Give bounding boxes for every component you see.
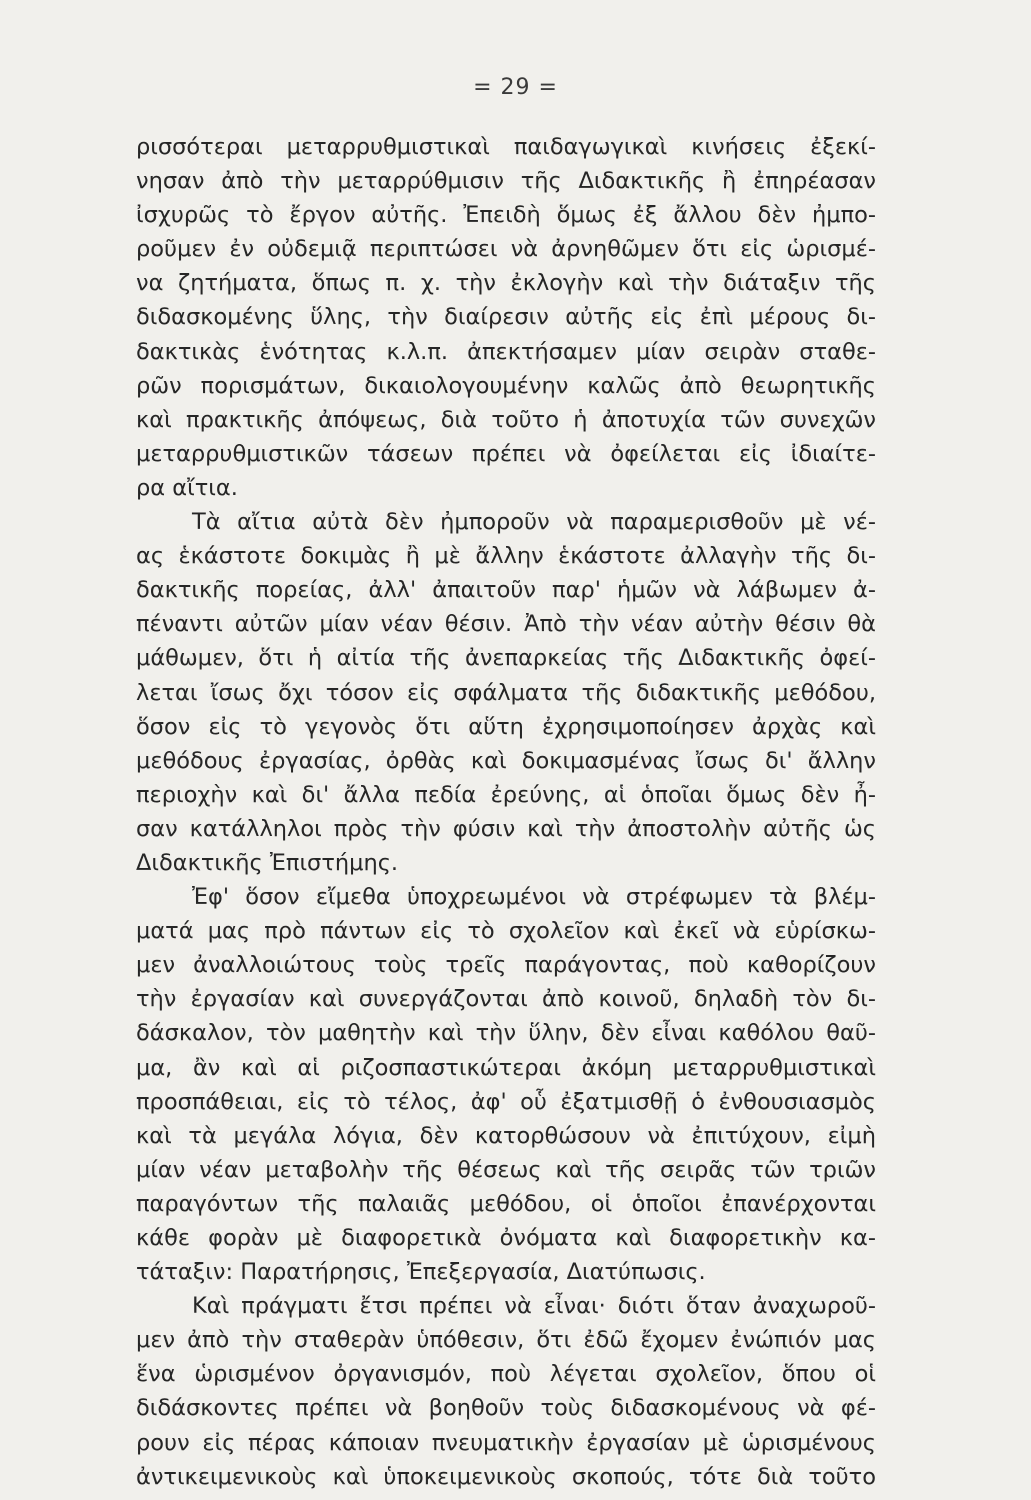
paragraph [136,505,876,880]
text-line: ας ἑκάστοτε δοκιμὰς ἢ μὲ ἄλλην ἑκάστοτε ἀλλαγὴν τῆς δι- [136,543,876,570]
text-line: μεταρρυθμιστικῶν τάσεων πρέπει νὰ ὀφείλεται εἰς ἰδιαίτε- [136,440,876,467]
text-line: μίαν νέαν μεταβολὴν τῆς θέσεως καὶ τῆς σειρᾶς τῶν τριῶν [136,1156,876,1183]
text-line: καὶ πρακτικῆς ἀπόψεως, διὰ τοῦτο ἡ ἀποτυχία τῶν συνεχῶν [136,406,876,433]
text-line: μάθωμεν, ὅτι ἡ αἰτία τῆς ἀνεπαρκείας τῆς Διδακτικῆς ὀφεί- [136,645,876,672]
text-line: ρα αἴτια. [136,474,238,501]
text-line: πέναντι αὐτῶν μίαν νέαν θέσιν. Ἀπὸ τὴν νέαν αὐτὴν θέσιν θὰ [136,611,876,638]
page-number: = 29 = [473,75,558,100]
text-line: ἰσχυρῶς τὸ ἔργον αὐτῆς. Ἐπειδὴ ὅμως ἐξ ἄλλου δὲν ἠμπο- [136,202,876,229]
text-line: Διδακτικῆς Ἐπιστήμης. [136,849,399,876]
text-line: προσπάθειαι, εἰς τὸ τέλος, ἀφ' οὗ ἐξατμισθῇ ὁ ἐνθουσιασμὸς [136,1088,876,1115]
text-line: περιοχὴν καὶ δι' ἄλλα πεδία ἐρεύνης, αἱ ὁποῖαι ὅμως δὲν ἦ- [136,781,876,808]
text-line: να ζητήματα, ὅπως π. χ. τὴν ἐκλογὴν καὶ τὴν διάταξιν τῆς [136,270,876,297]
text-line: δάσκαλον, τὸν μαθητὴν καὶ τὴν ὕλην, δὲν εἶναι καθόλου θαῦ- [136,1020,876,1047]
paragraph [136,130,876,505]
text-line: μεν ἀναλλοιώτους τοὺς τρεῖς παράγοντας, ποὺ καθορίζουν [136,952,876,979]
text-line: Τὰ αἴτια αὐτὰ δὲν ἠμποροῦν νὰ παραμερισθοῦν μὲ νέ- [192,509,876,536]
text-line: διδάσκοντες πρέπει νὰ βοηθοῦν τοὺς διδασκομένους νὰ φέ- [136,1395,876,1422]
text-line: ἕνα ὡρισμένον ὀργανισμόν, ποὺ λέγεται σχολεῖον, ὅπου οἱ [136,1361,876,1388]
text-line: νησαν ἀπὸ τὴν μεταρρύθμισιν τῆς Διδακτικῆς ἢ ἐπηρέασαν [136,168,876,195]
paragraph [136,880,876,1289]
text-line: ρουν εἰς πέρας κάποιαν πνευματικὴν ἐργασίαν μὲ ὡρισμένους [136,1429,876,1456]
text-line: μα, ἂν καὶ αἱ ριζοσπαστικώτεραι ἀκόμη μεταρρυθμιστικαὶ [136,1054,876,1081]
text-line: μεθόδους ἐργασίας, ὀρθὰς καὶ δοκιμασμένας ἴσως δι' ἄλλην [136,747,876,774]
text-line: Καὶ πράγματι ἔτσι πρέπει νὰ εἶναι· διότι ὅταν ἀναχωροῦ- [192,1293,876,1320]
text-line: λεται ἴσως ὄχι τόσον εἰς σφάλματα τῆς διδακτικῆς μεθόδου, [136,679,876,706]
text-line: ροῦμεν ἐν οὐδεμιᾷ περιπτώσει νὰ ἀρνηθῶμεν ὅτι εἰς ὡρισμέ- [136,236,876,263]
text-line: καὶ τὰ μεγάλα λόγια, δὲν κατορθώσουν νὰ ἐπιτύχουν, εἰμὴ [136,1122,876,1149]
text-line: τὴν ἐργασίαν καὶ συνεργάζονται ἀπὸ κοινοῦ, δηλαδὴ τὸν δι- [136,986,876,1013]
body-text [136,130,876,1494]
text-line: δακτικὰς ἑνότητας κ.λ.π. ἀπεκτήσαμεν μίαν σειρὰν σταθε- [136,338,876,365]
text-line: κάθε φορὰν μὲ διαφορετικὰ ὀνόματα καὶ διαφορετικὴν κα- [136,1225,876,1251]
text-line: ἀντικειμενικοὺς καὶ ὑποκειμενικοὺς σκοπούς, τότε διὰ τοῦτο [136,1463,876,1490]
text-line: διδασκομένης ὕλης, τὴν διαίρεσιν αὐτῆς εἰς ἐπὶ μέρους δι- [136,304,876,331]
text-line: τάταξιν: Παρατήρησις, Ἐπεξεργασία, Διατύπωσις. [136,1259,706,1286]
text-line: Ἐφ' ὅσον εἴμεθα ὑποχρεωμένοι νὰ στρέφωμεν τὰ βλέμ- [192,884,876,911]
text-line: ρισσότεραι μεταρρυθμιστικαὶ παιδαγωγικαὶ κινήσεις ἐξεκί- [136,134,876,160]
text-line: σαν κατάλληλοι πρὸς τὴν φύσιν καὶ τὴν ἀποστολὴν αὐτῆς ὡς [136,815,876,842]
text-line: δακτικῆς πορείας, ἀλλ' ἀπαιτοῦν παρ' ἡμῶν νὰ λάβωμεν ἀ- [136,577,876,604]
text-line: ματά μας πρὸ πάντων εἰς τὸ σχολεῖον καὶ ἐκεῖ νὰ εὑρίσκω- [136,918,876,945]
text-line: ρῶν πορισμάτων, δικαιολογουμένην καλῶς ἀπὸ θεωρητικῆς [136,372,876,399]
paragraph [136,1289,876,1494]
text-line: παραγόντων τῆς παλαιᾶς μεθόδου, οἱ ὁποῖοι ἐπανέρχονται [136,1190,876,1217]
text-line: ὅσον εἰς τὸ γεγονὸς ὅτι αὕτη ἐχρησιμοποίησεν ἀρχὰς καὶ [136,713,876,740]
text-line: μεν ἀπὸ τὴν σταθερὰν ὑπόθεσιν, ὅτι ἐδῶ ἔχομεν ἐνώπιόν μας [136,1327,876,1354]
